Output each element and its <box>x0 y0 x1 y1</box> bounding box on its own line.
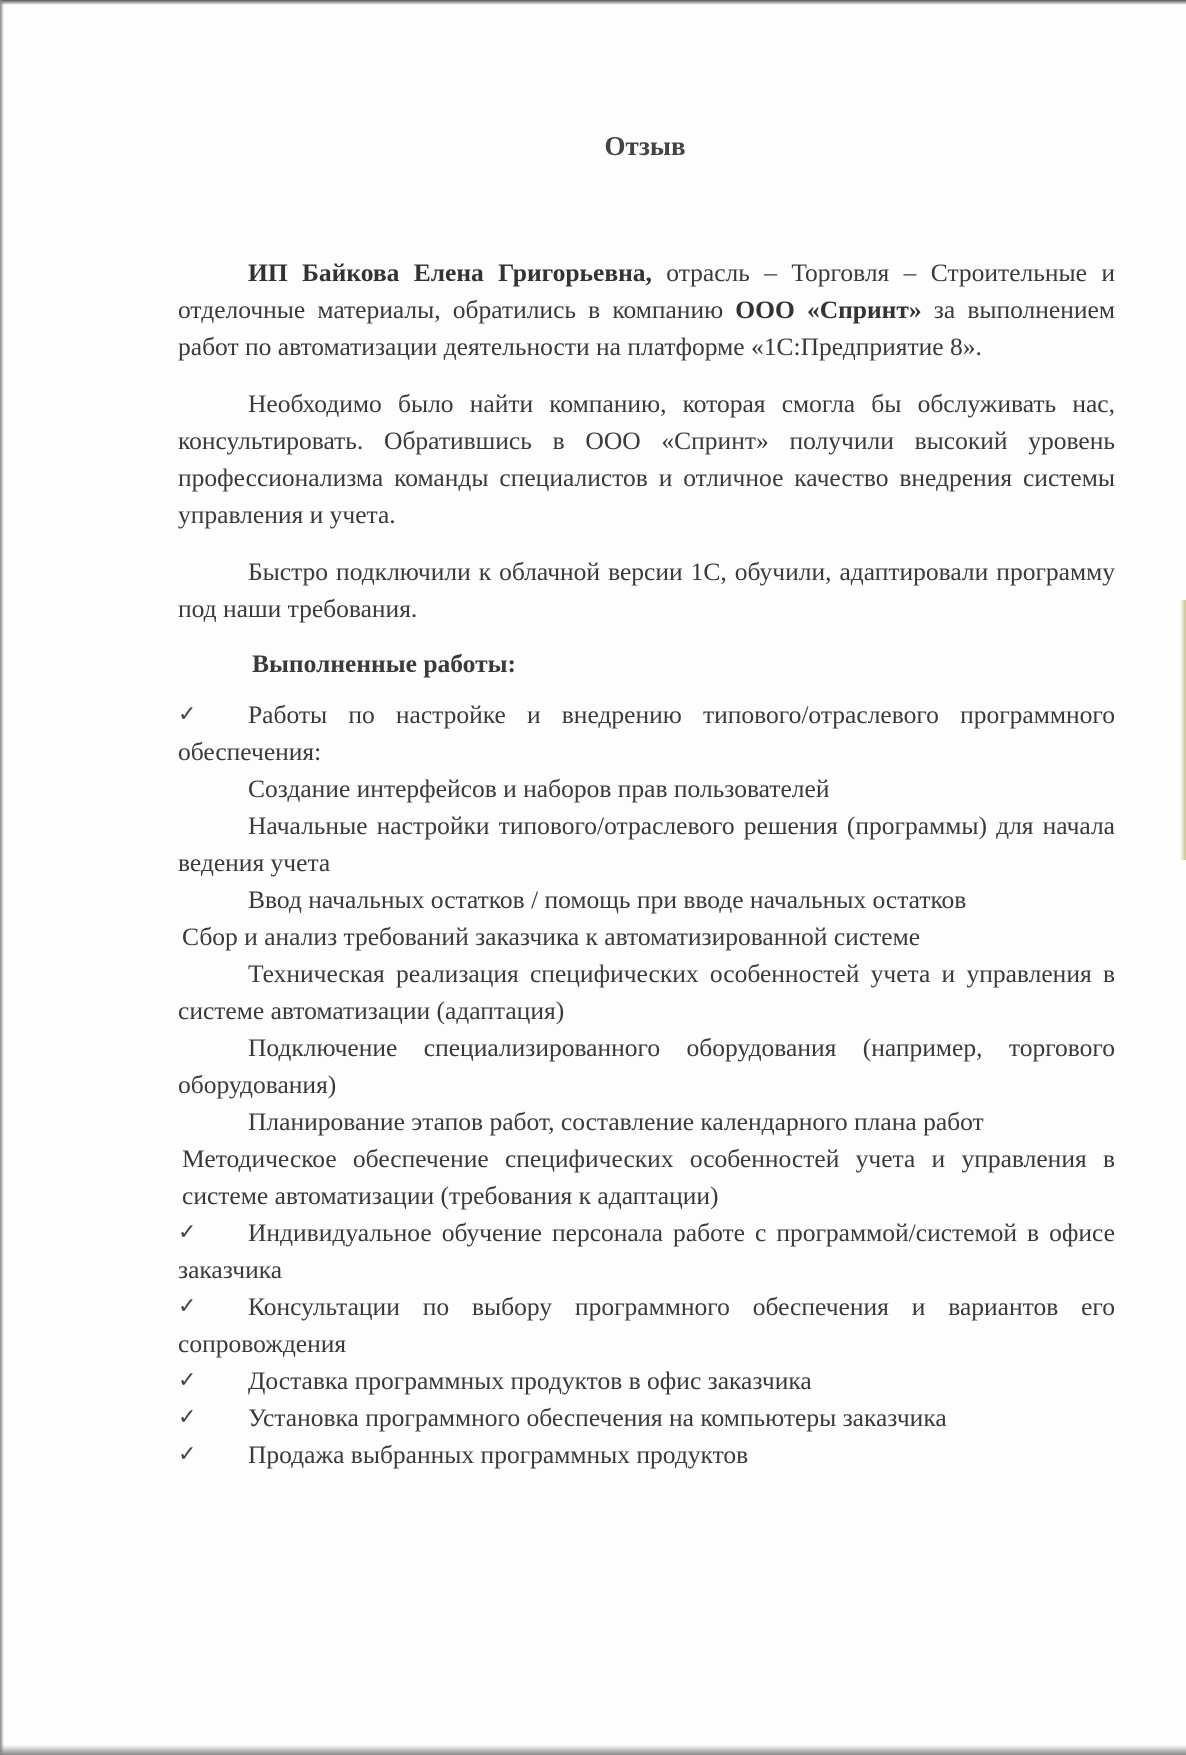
list-item-consulting: ✓ Консультации по выбору программного обеспечения и вариантов его сопровождения <box>178 1288 1115 1362</box>
list-subitem: Ввод начальных остатков / помощь при вводе начальных остатков <box>248 885 967 914</box>
list-item-delivery: ✓ Доставка программных продуктов в офис заказчика <box>178 1362 1115 1399</box>
list-item-sales: ✓ Продажа выбранных программных продуктов <box>178 1436 1115 1473</box>
list-subitem: Подключение специализированного оборудования (например, торгового оборудования) <box>178 1033 1115 1099</box>
works-heading: Выполненные работы: <box>252 649 517 678</box>
checkmark-icon: ✓ <box>178 1442 197 1467</box>
list-subitem: Методическое обеспечение специфических особенностей учета и управления в системе автоматизации (требования к адаптации) <box>182 1144 1115 1210</box>
checkmark-icon: ✓ <box>178 1368 197 1393</box>
list-subitem: Начальные настройки типового/отраслевого решения (программы) для начала ведения учета <box>178 811 1115 877</box>
list-item-setup: ✓ Работы по настройке и внедрению типового/отраслевого программного обеспечения: <box>178 696 1115 770</box>
checkmark-icon: ✓ <box>178 1220 197 1245</box>
scan-edge-left <box>0 0 4 1755</box>
list-item-installation: ✓ Установка программного обеспечения на компьютеры заказчика <box>178 1399 1115 1436</box>
document-body <box>178 254 1115 1473</box>
list-subitem: Техническая реализация специфических особенностей учета и управления в системе автоматизации (адаптация) <box>178 959 1115 1025</box>
intro-paragraph <box>178 254 1115 365</box>
scan-edge-right <box>1180 600 1186 860</box>
list-subitem: Планирование этапов работ, составление календарного плана работ <box>248 1107 984 1136</box>
intro-text-1: отрасль – Торговля – Строительные и отделочные материалы, обратились в компанию <box>178 258 1115 324</box>
list-subitem: Сбор и анализ требований заказчика к автоматизированной системе <box>182 922 921 951</box>
checkmark-icon: ✓ <box>178 1405 197 1430</box>
scan-edge-top <box>0 0 1186 5</box>
checkmark-icon: ✓ <box>178 1294 197 1319</box>
provider-name: ООО «Спринт» <box>735 295 922 324</box>
paragraph-fast-connect: Быстро подключили к облачной версии 1С, обучили, адаптировали программу под наши требования. <box>178 557 1115 623</box>
intro-text-2: за выполнением работ по автоматизации деятельности на платформе «1С:Предприятие 8». <box>178 295 1115 361</box>
list-subitem: Создание интерфейсов и наборов прав пользователей <box>248 774 830 803</box>
checkmark-icon: ✓ <box>178 702 197 727</box>
scan-edge-bottom <box>0 1745 1186 1755</box>
client-name: ИП Байкова Елена Григорьевна, <box>248 258 652 287</box>
list-item-training: ✓ Индивидуальное обучение персонала работе с программой/системой в офисе заказчика <box>178 1214 1115 1288</box>
paragraph-need: Необходимо было найти компанию, которая смогла бы обслуживать нас, консультировать. Обратившись в ООО «Спринт» получили высокий уровень профессионализма команды специалистов и отличное качество внедрения системы управления и учета. <box>178 389 1115 529</box>
document-title: Отзыв <box>604 131 686 161</box>
